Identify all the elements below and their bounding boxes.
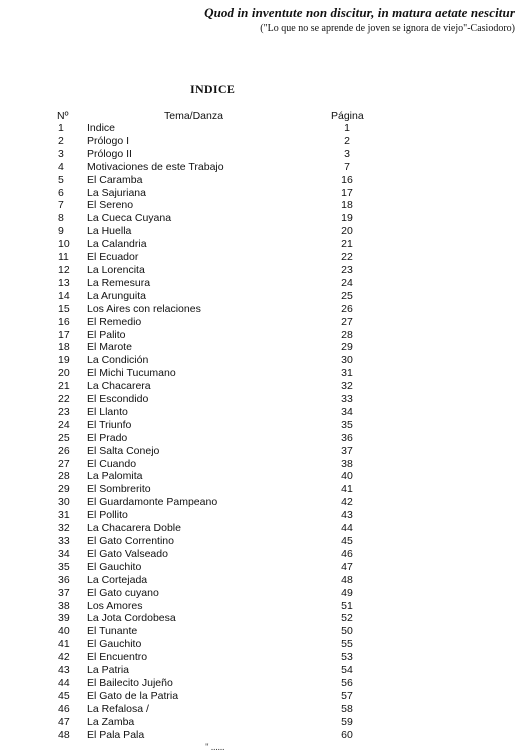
row-number: 28: [58, 470, 70, 483]
row-number: 7: [58, 199, 64, 212]
row-number: 45: [58, 689, 70, 702]
row-number: 6: [58, 186, 64, 199]
row-page: 49: [341, 586, 353, 599]
row-title: El Gato cuyano: [87, 586, 159, 599]
index-row: [0, 664, 524, 677]
row-number: 2: [58, 134, 64, 147]
row-page: 27: [341, 315, 353, 328]
index-row: [0, 496, 524, 509]
row-page: 41: [341, 483, 353, 496]
row-number: 5: [58, 173, 64, 186]
row-number: 4: [58, 160, 64, 173]
row-number: 47: [58, 715, 70, 728]
index-row: [0, 470, 524, 483]
row-title: La Sajuriana: [87, 186, 146, 199]
index-row: [0, 303, 524, 316]
footer-mark: " ......: [205, 742, 225, 752]
index-row: [0, 522, 524, 535]
row-title: La Chacarera Doble: [87, 522, 181, 535]
row-number: 31: [58, 509, 70, 522]
index-title: INDICE: [190, 82, 236, 96]
row-number: 37: [58, 586, 70, 599]
row-number: 36: [58, 573, 70, 586]
row-number: 25: [58, 431, 70, 444]
row-title: El Bailecito Jujeño: [87, 676, 173, 689]
index-row: [0, 651, 524, 664]
row-number: 24: [58, 418, 70, 431]
row-page: 38: [341, 457, 353, 470]
row-number: 42: [58, 651, 70, 664]
row-page: 47: [341, 560, 353, 573]
row-number: 18: [58, 341, 70, 354]
row-title: El Pala Pala: [87, 728, 145, 741]
row-title: Prólogo II: [87, 147, 132, 160]
row-page: 25: [341, 289, 353, 302]
row-page: 24: [341, 276, 353, 289]
row-title: El Pollito: [87, 509, 128, 522]
index-row: [0, 238, 524, 251]
row-page: 34: [341, 405, 353, 418]
row-page: 2: [344, 134, 350, 147]
index-row: [0, 264, 524, 277]
row-number: 29: [58, 483, 70, 496]
index-list: [0, 122, 524, 742]
row-page: 51: [341, 599, 353, 612]
row-number: 16: [58, 315, 70, 328]
row-title: El Guardamonte Pampeano: [87, 496, 218, 509]
index-row: [0, 225, 524, 238]
row-title: La Condición: [87, 354, 149, 367]
row-title: El Ecuador: [87, 251, 139, 264]
row-title: El Caramba: [87, 173, 143, 186]
row-title: El Sombrerito: [87, 483, 151, 496]
index-row: [0, 625, 524, 638]
row-page: 43: [341, 509, 353, 522]
row-page: 17: [341, 186, 353, 199]
index-row: [0, 187, 524, 200]
row-number: 3: [58, 147, 64, 160]
row-page: 22: [341, 251, 353, 264]
row-page: 40: [341, 470, 353, 483]
index-row: [0, 690, 524, 703]
row-number: 48: [58, 728, 70, 741]
row-title: El Gato de la Patria: [87, 689, 179, 702]
index-row: [0, 432, 524, 445]
epigraph-translation: ("Lo que no se aprende de joven se ignora de viejo"-Casiodoro): [260, 23, 515, 34]
row-number: 23: [58, 405, 70, 418]
row-page: 46: [341, 547, 353, 560]
row-page: 54: [341, 664, 353, 677]
row-number: 34: [58, 547, 70, 560]
row-page: 48: [341, 573, 353, 586]
index-row: [0, 251, 524, 264]
row-page: 31: [341, 367, 353, 380]
index-row: [0, 729, 524, 742]
row-title: La Cueca Cuyana: [87, 212, 172, 225]
row-number: 19: [58, 354, 70, 367]
column-header-tema: Tema/Danza: [164, 110, 223, 122]
row-title: El Gauchito: [87, 638, 142, 651]
index-row: [0, 341, 524, 354]
row-title: La Chacarera: [87, 380, 151, 393]
row-page: 60: [341, 728, 353, 741]
index-row: [0, 677, 524, 690]
index-row: [0, 535, 524, 548]
index-row: [0, 638, 524, 651]
index-row: [0, 380, 524, 393]
index-row: [0, 587, 524, 600]
row-page: 32: [341, 380, 353, 393]
row-page: 18: [341, 199, 353, 212]
column-header-number: Nº: [57, 110, 69, 122]
index-row: [0, 329, 524, 342]
row-page: 35: [341, 418, 353, 431]
row-number: 1: [58, 122, 64, 134]
index-row: [0, 290, 524, 303]
index-row: [0, 122, 524, 135]
row-title: El Prado: [87, 431, 128, 444]
row-page: 16: [341, 173, 353, 186]
index-row: [0, 135, 524, 148]
row-number: 22: [58, 393, 70, 406]
index-row: [0, 212, 524, 225]
row-page: 7: [344, 160, 350, 173]
row-number: 8: [58, 212, 64, 225]
row-page: 53: [341, 651, 353, 664]
row-title: El Encuentro: [87, 651, 148, 664]
row-title: El Sereno: [87, 199, 134, 212]
row-title: La Arunguita: [87, 289, 146, 302]
row-page: 57: [341, 689, 353, 702]
row-title: El Gato Correntino: [87, 535, 174, 547]
index-row: [0, 716, 524, 729]
row-page: 3: [344, 147, 350, 160]
index-row: [0, 316, 524, 329]
row-title: La Palomita: [87, 470, 143, 483]
row-number: 40: [58, 625, 70, 638]
row-page: 20: [341, 225, 353, 238]
index-row: [0, 367, 524, 380]
row-page: 52: [341, 612, 353, 625]
row-number: 11: [58, 251, 69, 264]
row-title: El Llanto: [87, 405, 128, 418]
row-page: 28: [341, 328, 353, 341]
row-number: 9: [58, 225, 64, 238]
index-row: [0, 445, 524, 458]
row-page: 59: [341, 715, 353, 728]
row-number: 35: [58, 560, 70, 573]
row-number: 32: [58, 522, 70, 535]
row-title: La Lorencita: [87, 263, 145, 276]
row-title: La Remesura: [87, 276, 151, 289]
row-title: Indice: [87, 122, 116, 134]
row-page: 37: [341, 444, 353, 457]
row-number: 14: [58, 289, 70, 302]
row-title: El Escondido: [87, 393, 149, 406]
row-number: 46: [58, 702, 70, 715]
index-row: [0, 458, 524, 471]
row-number: 21: [58, 380, 70, 393]
row-page: 29: [341, 341, 353, 354]
row-title: El Tunante: [87, 625, 138, 638]
index-row: [0, 161, 524, 174]
index-row: [0, 509, 524, 522]
row-page: 50: [341, 625, 353, 638]
row-title: La Cortejada: [87, 573, 148, 586]
row-page: 36: [341, 431, 353, 444]
index-row: [0, 561, 524, 574]
row-page: 19: [341, 212, 353, 225]
row-title: Los Amores: [87, 599, 143, 612]
row-page: 58: [341, 702, 353, 715]
row-page: 30: [341, 354, 353, 367]
row-title: El Triunfo: [87, 418, 132, 431]
row-title: El Salta Conejo: [87, 444, 160, 457]
row-title: El Marote: [87, 341, 132, 354]
index-row: [0, 574, 524, 587]
row-page: 26: [341, 302, 353, 315]
row-title: El Gato Valseado: [87, 547, 168, 560]
row-title: El Remedio: [87, 315, 142, 328]
index-row: [0, 406, 524, 419]
row-page: 21: [341, 238, 353, 251]
index-row: [0, 148, 524, 161]
row-page: 45: [341, 535, 353, 547]
row-number: 15: [58, 302, 70, 315]
row-title: El Cuando: [87, 457, 137, 470]
row-page: 33: [341, 393, 353, 406]
row-number: 26: [58, 444, 70, 457]
row-number: 13: [58, 276, 70, 289]
row-page: 55: [341, 638, 353, 651]
row-page: 56: [341, 676, 353, 689]
row-title: La Zamba: [87, 715, 135, 728]
index-row: [0, 174, 524, 187]
row-number: 41: [58, 638, 70, 651]
row-title: La Refalosa /: [87, 702, 149, 715]
row-number: 44: [58, 676, 70, 689]
row-page: 44: [341, 522, 353, 535]
index-row: [0, 277, 524, 290]
row-number: 38: [58, 599, 70, 612]
index-row: [0, 199, 524, 212]
row-title: La Patria: [87, 664, 130, 677]
row-title: El Palito: [87, 328, 126, 341]
index-row: [0, 703, 524, 716]
row-title: El Gauchito: [87, 560, 142, 573]
row-number: 33: [58, 535, 70, 547]
row-title: La Calandria: [87, 238, 147, 251]
row-number: 20: [58, 367, 70, 380]
row-title: Motivaciones de este Trabajo: [87, 160, 224, 173]
index-row: [0, 483, 524, 496]
row-number: 12: [58, 263, 70, 276]
row-number: 39: [58, 612, 70, 625]
row-title: Los Aires con relaciones: [87, 302, 201, 315]
row-page: 42: [341, 496, 353, 509]
index-row: [0, 393, 524, 406]
index-row: [0, 419, 524, 432]
row-page: 23: [341, 263, 353, 276]
row-page: 1: [344, 122, 350, 134]
row-number: 17: [58, 328, 70, 341]
row-title: El Michi Tucumano: [87, 367, 176, 380]
row-number: 27: [58, 457, 70, 470]
index-row: [0, 612, 524, 625]
epigraph-latin: Quod in inventute non discitur, in matura aetate nescitur: [204, 5, 515, 20]
row-number: 10: [58, 238, 70, 251]
row-number: 30: [58, 496, 70, 509]
row-title: La Jota Cordobesa: [87, 612, 176, 625]
index-row: [0, 354, 524, 367]
index-row: [0, 548, 524, 561]
row-number: 43: [58, 664, 70, 677]
column-header-pagina: Página: [331, 110, 364, 122]
index-row: [0, 600, 524, 613]
row-title: La Huella: [87, 225, 132, 238]
row-title: Prólogo I: [87, 134, 130, 147]
